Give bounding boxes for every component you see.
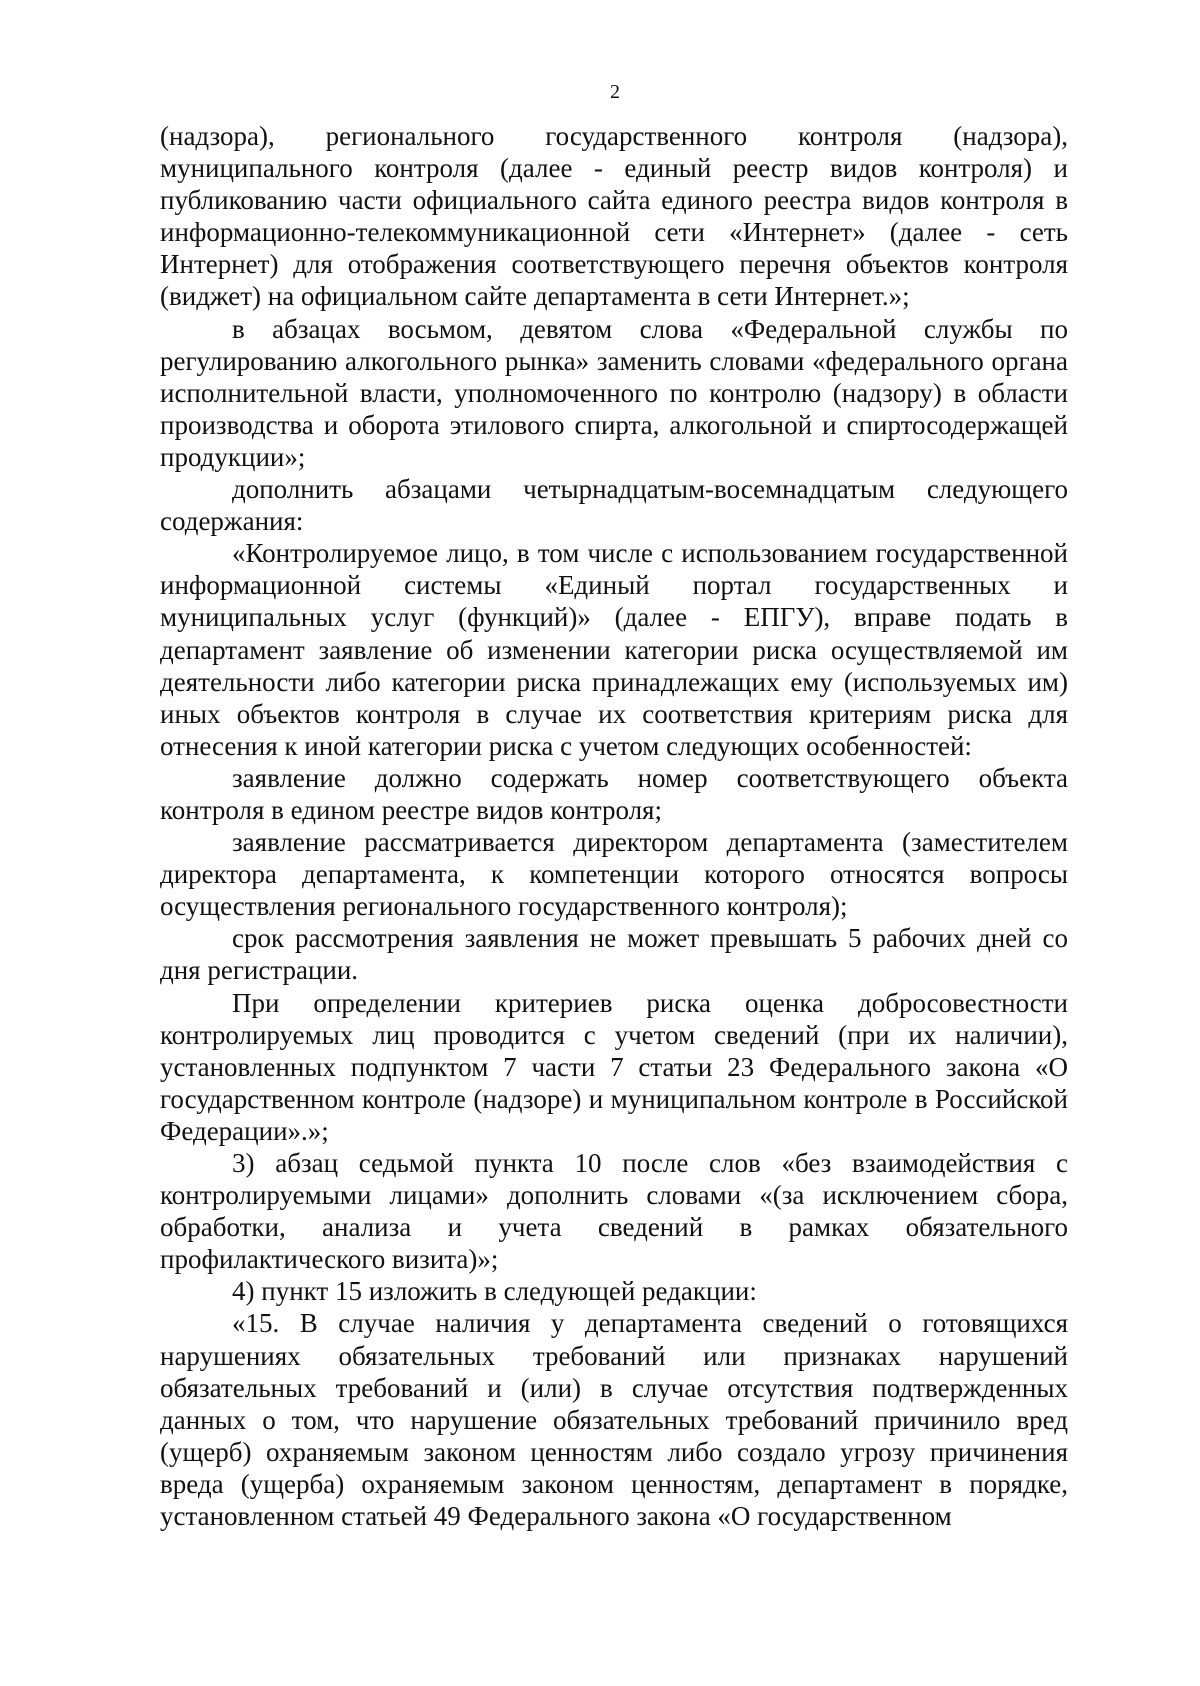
page-number: 2: [610, 81, 620, 103]
document-body: [160, 120, 1068, 1532]
paragraph-8: При определении критериев риска оценка добросовестности контролируемых лиц проводится с учетом сведений (при их наличии), установленных подпунктом 7 части 7 статьи 23 Федерального закона «О государственном контроле (надзоре) и муниципальном контроле в Российской Федерации».»;: [160, 987, 1068, 1146]
paragraph-9: 3) абзац седьмой пункта 10 после слов «без взаимодействия с контролируемыми лицами» дополнить словами «(за исключением сбора, обработки, анализа и учета сведений в рамках обязательного профилактического визита)»;: [160, 1148, 1068, 1275]
paragraph-4: «Контролируемое лицо, в том числе с использованием государственной информационной системы «Единый портал государственных и муниципальных услуг (функций)» (далее - ЕПГУ), вправе подать в департамент заявление об изменении категории риска осуществляемой им деятельности либо категории риска принадлежащих ему (используемых им) иных объектов контроля в случае их соответствия критериям риска для отнесения к иной категории риска с учетом следующих особенностей:: [160, 538, 1068, 761]
paragraph-5: заявление должно содержать номер соответствующего объекта контроля в едином реестре видов контроля;: [160, 762, 1068, 825]
paragraph-11: «15. В случае наличия у департамента сведений о готовящихся нарушениях обязательных требований или признаках нарушений обязательных требований и (или) в случае отсутствия подтвержденных данных о том, что нарушение обязательных требований причинило вред (ущерб) охраняемым законом ценностям либо создало угрозу причинения вреда (ущерба) охраняемым законом ценностям, департамент в порядке, установленном статьей 49 Федерального закона «О государственном: [160, 1308, 1068, 1532]
paragraph-10: 4) пункт 15 изложить в следующей редакции:: [232, 1276, 757, 1307]
paragraph-2: в абзацах восьмом, девятом слова «Федеральной службы по регулированию алкогольного рынка» заменить словами «федерального органа исполнительной власти, уполномоченного по контролю (надзору) в области производства и оборота этилового спирта, алкогольной и спиртосодержащей продукции»;: [160, 313, 1068, 472]
paragraph-3: дополнить абзацами четырнадцатым-восемнадцатым следующего содержания:: [160, 474, 1068, 537]
paragraph-1: (надзора), регионального государственного контроля (надзора), муниципального контроля (далее - единый реестр видов контроля) и публикованию части официального сайта единого реестра видов контроля в информационно-телекоммуникационной сети «Интернет» (далее - сеть Интернет) для отображения соответствующего перечня объектов контроля (виджет) на официальном сайте департамента в сети Интернет.»;: [160, 121, 1068, 312]
paragraph-7: срок рассмотрения заявления не может превышать 5 рабочих дней со дня регистрации.: [160, 923, 1068, 986]
paragraph-6: заявление рассматривается директором департамента (заместителем директора департамента, к компетенции которого относятся вопросы осуществления регионального государственного контроля);: [160, 827, 1068, 922]
